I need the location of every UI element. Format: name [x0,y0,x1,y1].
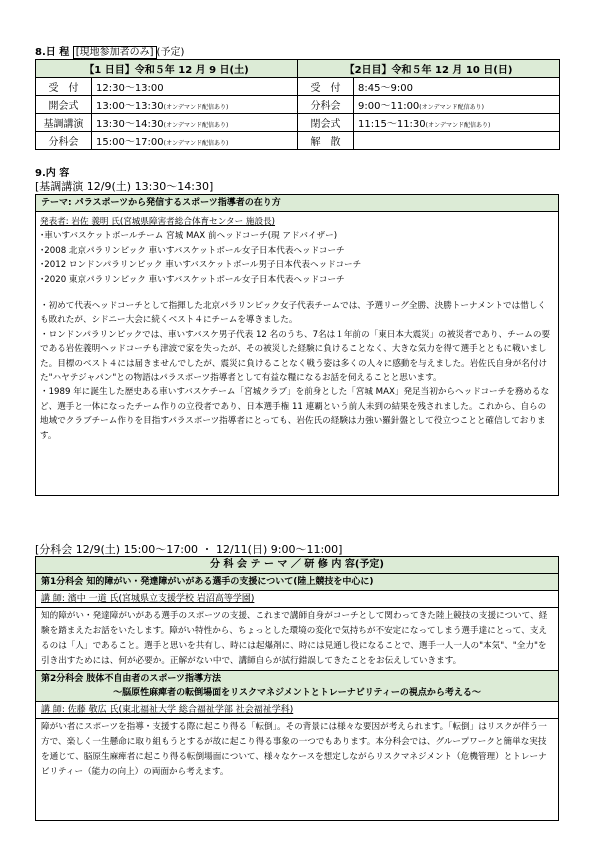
keynote-box [35,194,559,496]
keynote-header: [基調講演 12/9(土) 13:30～14:30] [35,180,214,193]
day1-row-label: 基調講演 [36,114,92,132]
schedule-heading [35,43,184,58]
day1-row-time: 13:30～14:30(オンデマンド配信あり) [92,114,298,132]
keynote-body [36,212,558,446]
keynote-paragraph: ・1989 年に誕生した歴史ある車いすバスケチーム「宮城クラブ」を前身とした「宮城 MAX」発足当初からヘッドコーチを務めるなど、選手と一体になったチーム作りの立役者であり、日本選手権 11 連覇という前人未到の結果を残されました。これから、自らの地域でクラブチーム作りを目指すパラスポーツ指導者にとっても、岩佐氏の経験は力強い羅針盤として役立つことと確信しております。 [40,387,550,441]
schedule-table [35,59,560,150]
schedule-row [36,132,560,150]
day1-row-time: 15:00～17:00(オンデマンド配信あり) [92,132,298,150]
content-heading: 9.内 容 [35,168,70,179]
day2-row-label: 受 付 [298,78,354,96]
session2-title: 第2分科会 肢体不自由者のスポーツ指導方法 [41,674,222,684]
day1-row-time: 13:00～13:30(オンデマンド配信あり) [92,96,298,114]
session1-title: 第1分科会 知的障がい・発達障がいがある選手の支援について(陸上競技を中心に) [36,574,558,591]
speaker-line: 発表者: 岩佐 義明 氏(宮城県障害者総合体育センター 施設長) [40,217,276,227]
session1-lecturer: 講 師: 濱中 一道 氏(宮城県立支援学校 岩沼高等学園) [36,591,558,608]
day1-row-time: 12:30～13:00 [92,78,298,96]
keynote-paragraph: ・初めて代表ヘッドコーチとして指揮した北京パラリンピック女子代表チームでは、予選リーグ全勝、決勝トーナメントでは惜しくも敗れたが、シドニー大会に続くベスト４にチームを導きました。 [40,301,547,326]
breakout-table-title: 分 科 会 テ ー マ ／ 研 修 内 容(予定) [36,557,558,574]
day2-title: 【2日目】令和５年 12 月 10 日(日) [298,60,560,78]
day1-row-label: 受 付 [36,78,92,96]
breakout-box [35,556,559,821]
schedule-row [36,78,560,96]
session2-body: 障がい者にスポーツを指導・支援する際に起こり得る「転倒」。その背景には様々な要因が考えられます。「転倒」はリスクが伴う一方で、楽しく一生懸命に取り組もうとするが故に起こり得る事象の一つでもあります。本分科会では、グループワークと簡単な実技を通じて、脳原生麻痺者に起こり得る転倒場面について、様々なケースを想定しながらリスクマネジメント（危機管理）とトレーナビリティー（能力の向上）の両面から考えます。 [41,722,547,777]
day1-row-label: 開会式 [36,96,92,114]
day2-row-time: 9:00～11:00(オンデマンド配信あり) [354,96,560,114]
keynote-theme: テーマ: パラスポーツから発信するスポーツ指導者の在り方 [36,195,558,212]
schedule-note: (予定) [156,47,185,58]
day2-row-time [354,132,560,150]
day2-row-label: 分科会 [298,96,354,114]
day2-row-time: 11:15～11:30(オンデマンド配信あり) [354,114,560,132]
keynote-paragraph: ・ロンドンパラリンピックでは、車いすバスケ男子代表 12 名のうち、7名は１年前の「東日本大震災」の被災者であり、チームの要である岩佐義明ヘッドコーチも津波で家を失ったが、その被災した経験に負けることなく、大きな気力を得て選手とともに戦いました。目標のベスト４には届きませんでしたが、震災に負けることなく戦う姿は多くの人々に感動を与えました。岩佐氏自身が名付けた"ハヤテジャパン"との物語はパラスポーツ指導者として有益な糧になるお話を伺えることと思います。 [40,329,551,384]
schedule-row [36,114,560,132]
session1-body: 知的障がい・発達障がいがある選手のスポーツの支援、これまで講師自身がコーチとして関わってきた陸上競技の支援について、経験を踏まえたお話をいたします。障がい特性から、ちょっとした環境の変化で気持ちが不安定になってしまう選手達にとって、支えるのは「人」であること。選手と思いを共有し、時には起爆剤に、時には見通し役になることで、選手一人一人の"本気"、"全力"を引き出すためには、何が必要か。正解がない中で、講師自らが試行錯誤してきたことをお伝えしていきます。 [36,608,558,671]
session2-lecturer: 講 師: 佐藤 敬広 氏(東北福祉大学 総合福祉学部 社会福祉学科) [36,702,558,719]
day1-row-label: 分科会 [36,132,92,150]
session2-subtitle: ～脳原性麻痺者の転倒場面をリスクマネジメントとトレーナビリティーの視点から考える～ [113,688,481,698]
schedule-row [36,96,560,114]
breakout-header: [分科会 12/9(土) 15:00～17:00 ・ 12/11(日) 9:00～11:00] [35,543,343,556]
day2-row-label: 解 散 [298,132,354,150]
session2-title-block [36,671,558,702]
day2-row-label: 閉会式 [298,114,354,132]
schedule-heading-text: 8.日 程 [35,47,70,58]
day1-title: 【1 日目】令和５年 12 月 9 日(土) [36,60,298,78]
schedule-tag: [現地参加者のみ] [73,46,157,59]
speaker-career: ･車いすバスケットボールチーム 宮城 MAX 前ヘッドコーチ(現 アドバイザー) ･2008 北京パラリンピック 車いすバスケットボール女子日本代表ヘッドコーチ ･2012 ロンドンパラリンピック 車いすバスケットボール男子日本代表ヘッドコーチ ･2020 東京パラリンピック 車いすバスケットボール女子日本代表ヘッドコーチ [40,231,362,285]
day2-row-time: 8:45～9:00 [354,78,560,96]
